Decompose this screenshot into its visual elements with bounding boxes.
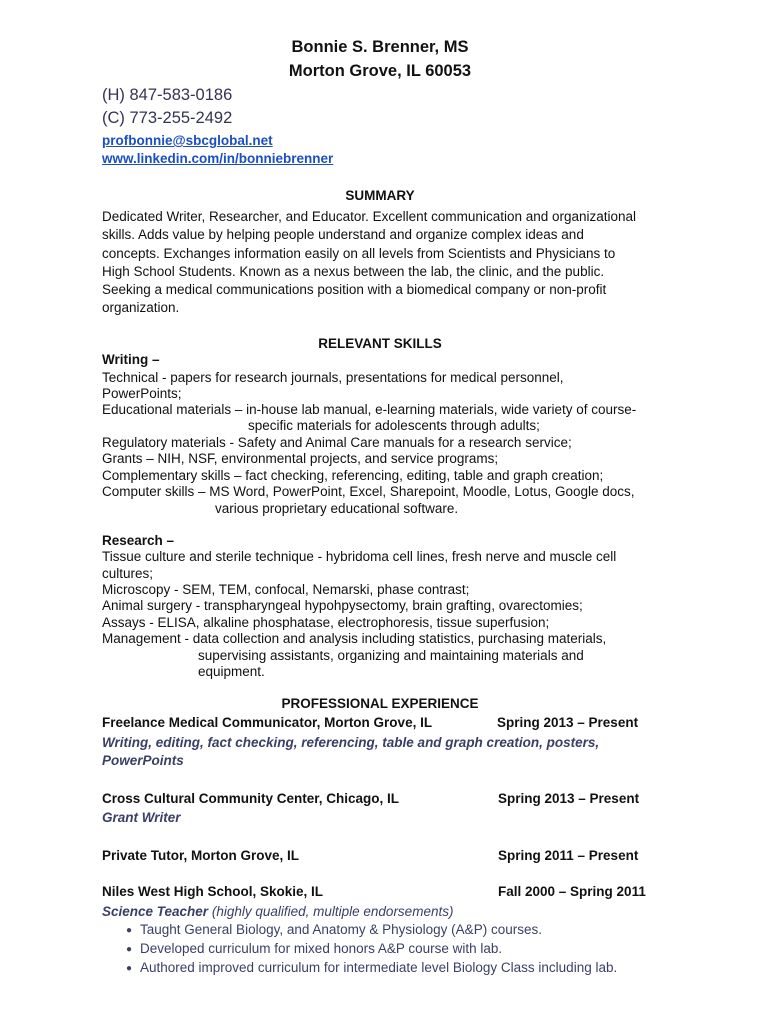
job-role-line: PowerPoints bbox=[102, 753, 184, 768]
skills-heading: RELEVANT SKILLS bbox=[318, 336, 442, 351]
summary-line: concepts. Exchanges information easily on all levels from Scientists and Physicians to bbox=[102, 245, 616, 261]
job-dates: Fall 2000 – Spring 2011 bbox=[498, 884, 646, 899]
job-role bbox=[102, 734, 599, 770]
writing-heading: Writing – bbox=[102, 352, 160, 367]
research-line: Assays - ELISA, alkaline phosphatase, electrophoresis, tissue superfusion; bbox=[102, 615, 550, 630]
home-phone: (H) 847-583-0186 bbox=[102, 86, 233, 104]
job-title: Freelance Medical Communicator, Morton Grove, IL bbox=[102, 715, 433, 730]
job-title: Niles West High School, Skokie, IL bbox=[102, 884, 324, 899]
job-role bbox=[102, 903, 453, 921]
research-line: Microscopy - SEM, TEM, confocal, Nemarski, phase contrast; bbox=[102, 582, 470, 597]
summary-text bbox=[102, 208, 636, 318]
job-role-title: Science Teacher bbox=[102, 904, 209, 919]
job-role-line: Writing, editing, fact checking, referencing, table and graph creation, posters, bbox=[102, 735, 600, 750]
summary-line: skills. Adds value by helping people understand and organize complex ideas and bbox=[102, 227, 584, 243]
job-bullet bbox=[126, 941, 502, 956]
bullet-icon: ● bbox=[126, 925, 133, 936]
linkedin-link[interactable]: www.linkedin.com/in/bonniebrenner bbox=[102, 151, 334, 166]
writing-line: Regulatory materials - Safety and Animal Care manuals for a research service; bbox=[102, 435, 572, 450]
job-bullet-text: Developed curriculum for mixed honors A&P course with lab. bbox=[140, 941, 503, 956]
job-role-note: (highly qualified, multiple endorsements) bbox=[211, 904, 454, 919]
writing-line: specific materials for adolescents through adults; bbox=[248, 418, 540, 433]
summary-line: organization. bbox=[102, 300, 180, 316]
writing-line: Computer skills – MS Word, PowerPoint, Excel, Sharepoint, Moodle, Lotus, Google docs, bbox=[102, 484, 635, 499]
research-line: Tissue culture and sterile technique - hybridoma cell lines, fresh nerve and muscle cell bbox=[102, 549, 617, 564]
job-bullet-text: Taught General Biology, and Anatomy & Physiology (A&P) courses. bbox=[140, 922, 542, 937]
job-bullet-text: Authored improved curriculum for intermediate level Biology Class including lab. bbox=[140, 960, 618, 975]
summary-line: Dedicated Writer, Researcher, and Educator. Excellent communication and organizational bbox=[102, 209, 637, 224]
writing-line: various proprietary educational software. bbox=[215, 501, 459, 516]
research-line: cultures; bbox=[102, 566, 154, 581]
experience-heading: PROFESSIONAL EXPERIENCE bbox=[281, 696, 479, 711]
research-heading: Research – bbox=[102, 533, 175, 548]
writing-line: Technical - papers for research journals, presentations for medical personnel, bbox=[102, 370, 564, 385]
job-dates: Spring 2013 – Present bbox=[497, 715, 639, 730]
writing-line: Educational materials – in-house lab manual, e-learning materials, wide variety of course- bbox=[102, 402, 637, 417]
bullet-icon: ● bbox=[126, 963, 133, 974]
research-line: Management - data collection and analysis including statistics, purchasing materials, bbox=[102, 631, 607, 646]
summary-line: Seeking a medical communications position with a biomedical company or non-profit bbox=[102, 282, 607, 298]
research-line: supervising assistants, organizing and maintaining materials and bbox=[198, 648, 584, 663]
resume-name: Bonnie S. Brenner, MS bbox=[291, 38, 469, 56]
research-line: equipment. bbox=[198, 664, 265, 679]
job-dates: Spring 2011 – Present bbox=[498, 848, 639, 863]
bullet-icon: ● bbox=[126, 944, 133, 955]
job-bullet bbox=[126, 960, 617, 975]
job-bullet bbox=[126, 922, 542, 937]
writing-line: Grants – NIH, NSF, environmental projects, and service programs; bbox=[102, 451, 499, 466]
summary-heading: SUMMARY bbox=[345, 188, 415, 203]
job-title: Cross Cultural Community Center, Chicago, IL bbox=[102, 791, 400, 806]
writing-line: PowerPoints; bbox=[102, 386, 182, 401]
research-line: Animal surgery - transpharyngeal hypohpysectomy, brain grafting, ovarectomies; bbox=[102, 598, 583, 613]
job-dates: Spring 2013 – Present bbox=[498, 791, 640, 806]
job-role: Grant Writer bbox=[102, 810, 181, 825]
job-title: Private Tutor, Morton Grove, IL bbox=[102, 848, 300, 863]
email-link[interactable]: profbonnie@sbcglobal.net bbox=[102, 133, 273, 148]
resume-location: Morton Grove, IL 60053 bbox=[288, 62, 472, 80]
summary-line: High School Students. Known as a nexus between the lab, the clinic, and the public. bbox=[102, 263, 605, 279]
writing-line: Complementary skills – fact checking, referencing, editing, table and graph creation; bbox=[102, 468, 604, 483]
cell-phone: (C) 773-255-2492 bbox=[102, 109, 233, 127]
